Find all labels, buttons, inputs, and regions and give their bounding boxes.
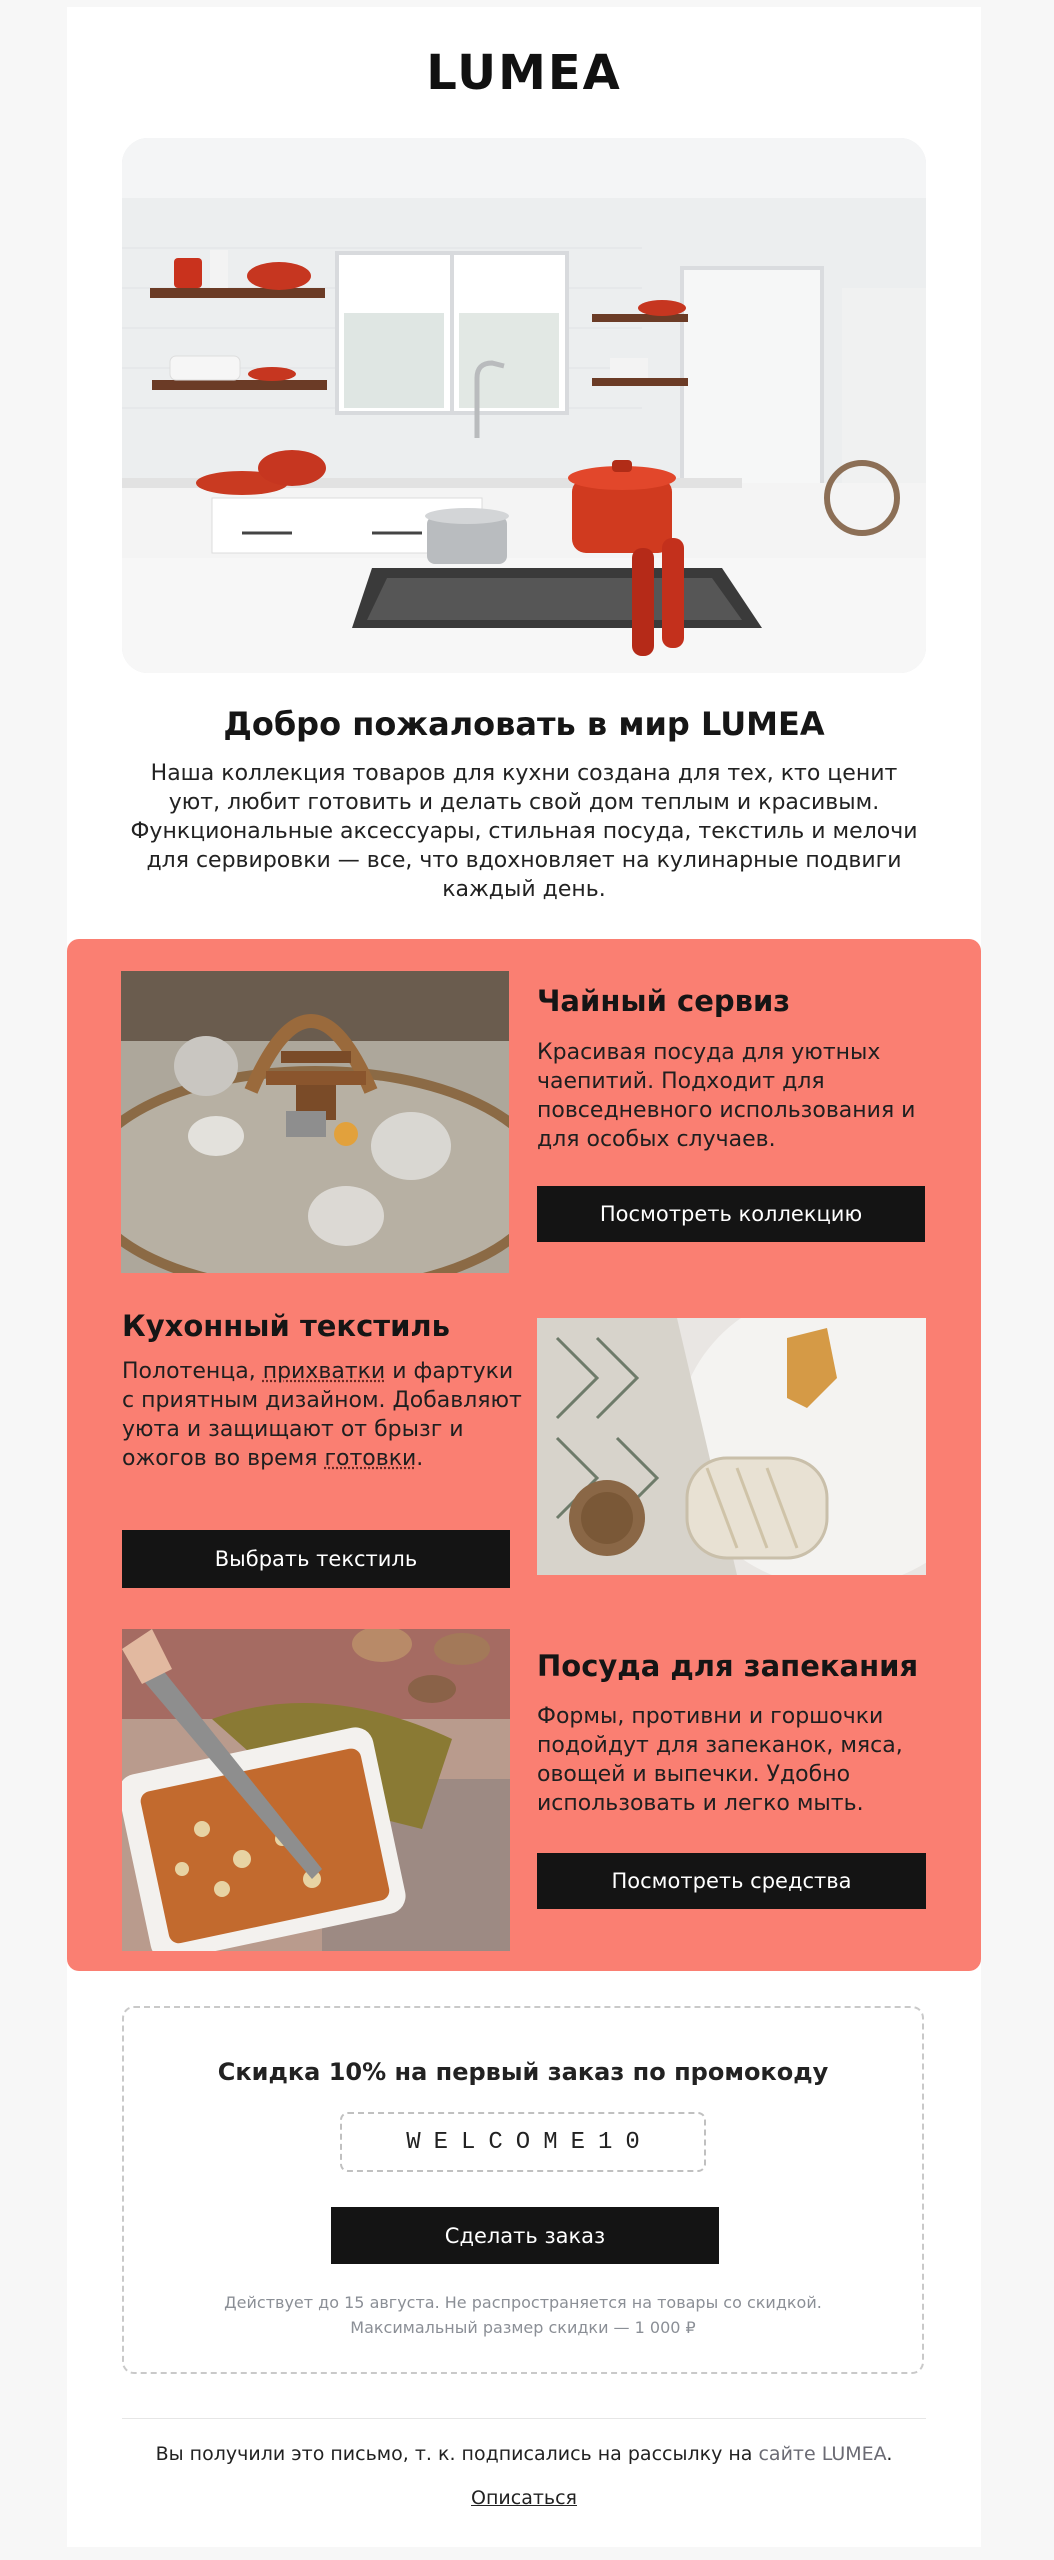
- view-collection-button[interactable]: Посмотреть коллекцию: [537, 1186, 925, 1242]
- site-link[interactable]: сайте LUMEA: [758, 2443, 887, 2465]
- promo-terms: [124, 2290, 922, 2340]
- place-order-button[interactable]: Сделать заказ: [331, 2207, 719, 2264]
- hero-image: [122, 138, 926, 673]
- footer-text: [67, 2443, 981, 2465]
- textile-title: Кухонный текстиль: [122, 1309, 451, 1343]
- email-body: [67, 7, 981, 2547]
- textile-text-highlight: готовки: [324, 1446, 417, 1471]
- tea-set-title: Чайный сервиз: [537, 984, 791, 1018]
- textile-image[interactable]: [537, 1318, 926, 1575]
- view-bakeware-button[interactable]: Посмотреть средства: [537, 1853, 926, 1909]
- choose-textile-button[interactable]: Выбрать текстиль: [122, 1530, 510, 1588]
- promo-terms-line: Действует до 15 августа. Не распространяется на товары со скидкой.: [224, 2293, 822, 2312]
- textile-text: [122, 1357, 532, 1473]
- textile-text-highlight: прихватки: [262, 1359, 386, 1384]
- textile-text-part: и фартуки с приятным дизайном. Добавляют уюта и защищают от брызг и ожогов во время: [122, 1359, 522, 1471]
- textile-text-part: .: [416, 1446, 424, 1471]
- brand-logo[interactable]: LUMEA: [426, 45, 622, 101]
- products-section: [67, 939, 981, 1971]
- footer-period: .: [886, 2443, 893, 2465]
- kitchen-illustration: [122, 138, 926, 673]
- tea-set-illustration: [121, 971, 509, 1273]
- baking-image[interactable]: [122, 1629, 510, 1951]
- promo-code[interactable]: WELCOME10: [340, 2112, 706, 2172]
- textile-text-part: Полотенца,: [122, 1359, 263, 1384]
- promo-block: [122, 2006, 924, 2374]
- tea-set-text: Красивая посуда для уютных чаепитий. Подходит для повседневного использования и для особых случаев.: [537, 1040, 916, 1152]
- textile-illustration: [537, 1318, 926, 1575]
- baking-title: Посуда для запекания: [537, 1649, 919, 1683]
- promo-title: Скидка 10% на первый заказ по промокоду: [217, 2058, 829, 2086]
- promo-terms-line: Максимальный размер скидки — 1 000 ₽: [350, 2318, 696, 2337]
- unsubscribe-link[interactable]: Описаться: [471, 2487, 577, 2509]
- baking-text: Формы, противни и горшочки подойдут для запеканок, мяса, овощей и выпечки. Удобно использовать и легко мыть.: [537, 1704, 903, 1816]
- welcome-title: Добро пожаловать в мир LUMEA: [223, 705, 825, 743]
- welcome-text: Наша коллекция товаров для кухни создана для тех, кто ценит уют, любит готовить и делать свой дом теплым и красивым. Функциональные аксессуары, стильная посуда, текстиль и мелочи для сервировки — все, что вдохновляет на кулинарные подвиги каждый день.: [130, 761, 918, 902]
- footer-divider: [122, 2418, 926, 2419]
- tea-set-image[interactable]: [121, 971, 509, 1273]
- footer-message: Вы получили это письмо, т. к. подписались на рассылку на: [155, 2443, 759, 2465]
- baking-illustration: [122, 1629, 510, 1951]
